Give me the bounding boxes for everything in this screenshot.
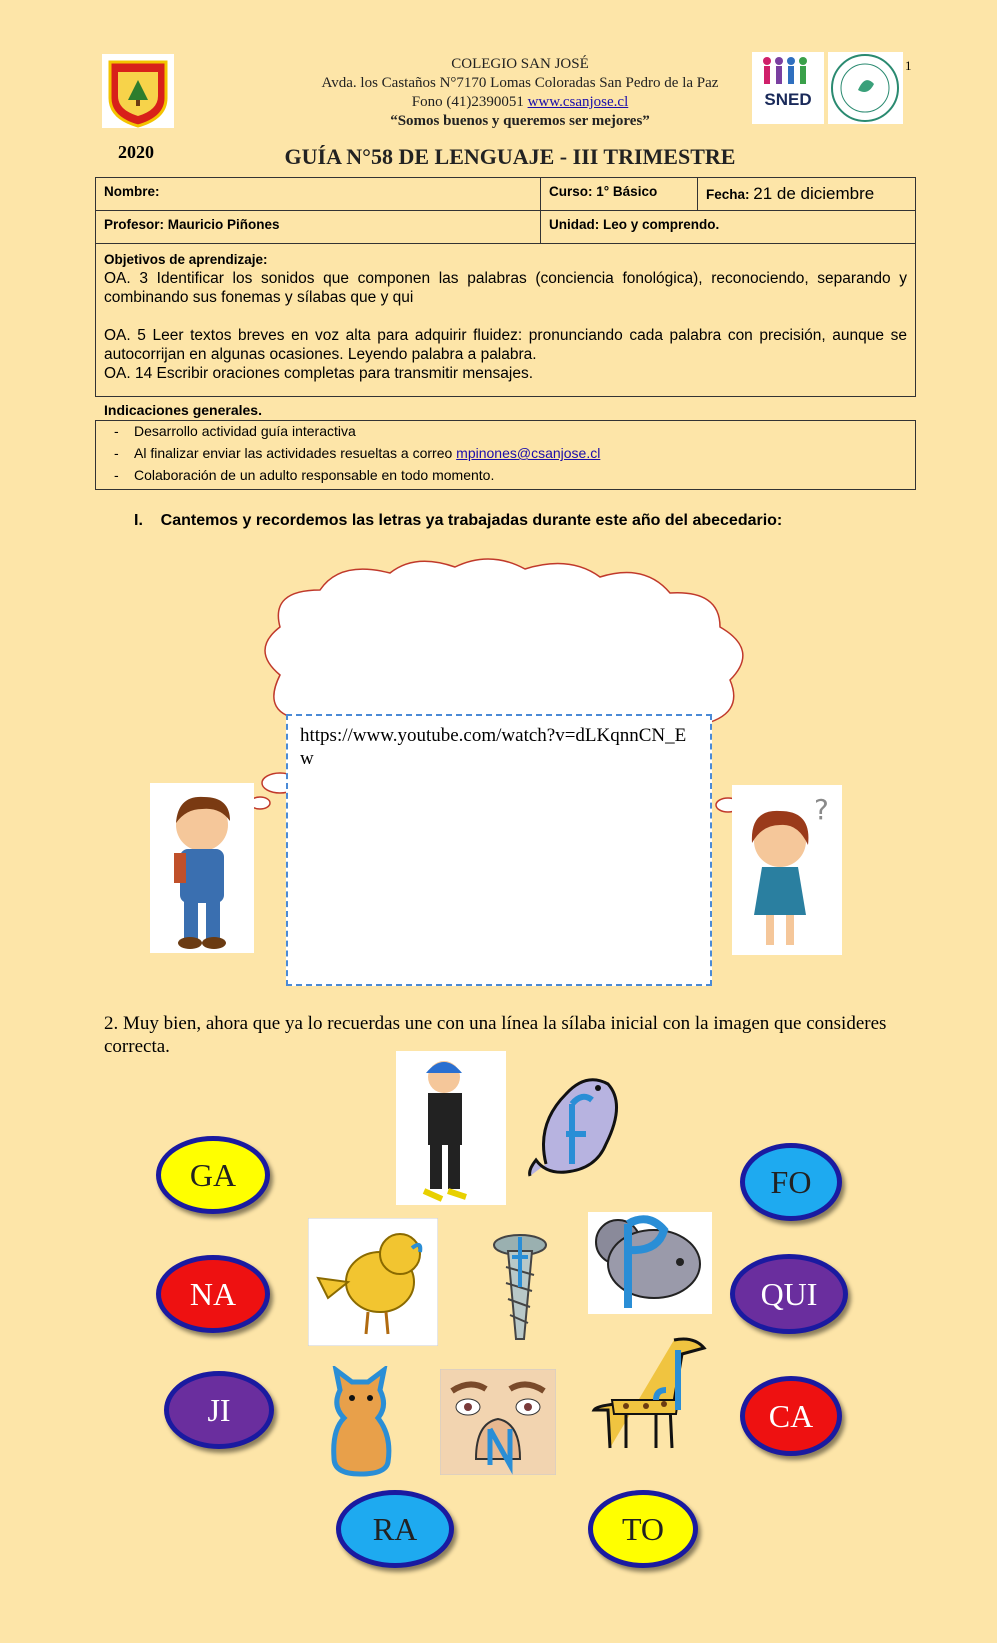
raton-mouse-image[interactable] xyxy=(588,1212,712,1314)
student-info-table xyxy=(95,177,916,397)
unit-label: Unidad: Leo y comprendo. xyxy=(549,217,720,232)
gato-cat-image[interactable] xyxy=(322,1366,398,1478)
thinking-boy-image xyxy=(150,783,254,953)
indication-item: - Desarrollo actividad guía interactiva xyxy=(114,423,356,439)
foca-seal-image[interactable] xyxy=(526,1064,632,1180)
teacher-label: Profesor: Mauricio Piñones xyxy=(104,217,280,232)
tornillo-screw-image[interactable] xyxy=(460,1227,580,1347)
indication-item: - Colaboración de un adulto responsable en todo momento. xyxy=(114,467,495,483)
syllable-ca-button[interactable]: CA xyxy=(740,1376,842,1456)
school-name: COLEGIO SAN JOSÉ xyxy=(451,56,589,72)
school-website-link[interactable]: www.csanjose.cl xyxy=(527,94,629,110)
section-1-heading: I. Cantemos y recordemos las letras ya trabajadas durante este año del abecedario: xyxy=(134,512,783,529)
question-mark-icon: ? xyxy=(814,793,829,826)
syllable-ra-button[interactable]: RA xyxy=(336,1490,454,1568)
environmental-certification-seal xyxy=(828,52,903,124)
school-contact xyxy=(260,93,780,112)
syllable-ga-button[interactable]: GA xyxy=(156,1136,270,1214)
course-label: Curso: xyxy=(549,184,593,199)
nariz-nose-image[interactable] xyxy=(440,1369,556,1475)
canario-bird-image[interactable] xyxy=(308,1218,438,1346)
sned-logo xyxy=(752,52,824,124)
name-label: Nombre: xyxy=(104,184,160,199)
indications-title: Indicaciones generales. xyxy=(104,402,262,418)
year-label: 2020 xyxy=(118,142,154,162)
school-motto: “Somos buenos y queremos ser mejores” xyxy=(390,113,650,129)
page-number: 1 xyxy=(905,58,912,73)
chavo-character-image[interactable] xyxy=(396,1051,506,1205)
objective-oa14: OA. 14 Escribir oraciones completas para transmitir mensajes. xyxy=(104,365,533,382)
objective-oa3: OA. 3 Identificar los sonidos que componen las palabras (conciencia fonológica), reconociendo, separando y combinando sus fonemas y sílabas que y qui xyxy=(104,270,907,306)
syllable-ji-button[interactable]: JI xyxy=(164,1371,274,1449)
date-label: Fecha: xyxy=(706,187,750,202)
indication-item: - Al finalizar enviar las actividades resueltas a correo mpinones@csanjose.cl xyxy=(114,445,601,461)
sned-label: SNED xyxy=(764,90,812,109)
school-address: Avda. los Castaños N°7170 Lomas Coloradas San Pedro de la Paz xyxy=(321,75,719,91)
school-phone: Fono (41)2390051 xyxy=(411,94,524,110)
school-header xyxy=(260,55,780,131)
guide-title: GUÍA N°58 DE LENGUAJE - III TRIMESTRE xyxy=(284,144,736,169)
section-1-numeral: I. xyxy=(134,512,143,529)
jirafa-giraffe-image[interactable] xyxy=(586,1330,722,1456)
video-url[interactable]: https://www.youtube.com/watch?v=dLKqnnCN_Ew xyxy=(300,725,687,769)
syllable-qui-button[interactable]: QUI xyxy=(730,1254,848,1334)
objective-oa5: OA. 5 Leer textos breves en voz alta para adquirir fluidez: pronunciando cada palabra con precisión, aunque se autocorrijan en algunas ocasiones. Leyendo palabra a palabra. xyxy=(104,327,907,363)
syllable-to-button[interactable]: TO xyxy=(588,1490,698,1568)
course-value: 1° Básico xyxy=(596,184,658,199)
video-link-box[interactable] xyxy=(286,714,712,986)
date-value: 21 de diciembre xyxy=(753,184,875,203)
objectives-label: Objetivos de aprendizaje: xyxy=(104,252,268,267)
school-crest-logo xyxy=(102,54,174,128)
syllable-na-button[interactable]: NA xyxy=(156,1255,270,1333)
indications-box xyxy=(95,420,916,490)
syllable-fo-button[interactable]: FO xyxy=(740,1143,842,1221)
thinking-girl-image xyxy=(732,785,842,955)
section-2-instruction: 2. Muy bien, ahora que ya lo recuerdas une con una línea la sílaba inicial con la imagen que consideres correcta. xyxy=(104,1013,887,1057)
teacher-email-link[interactable]: mpinones@csanjose.cl xyxy=(456,445,601,461)
objectives-cell xyxy=(96,244,916,397)
